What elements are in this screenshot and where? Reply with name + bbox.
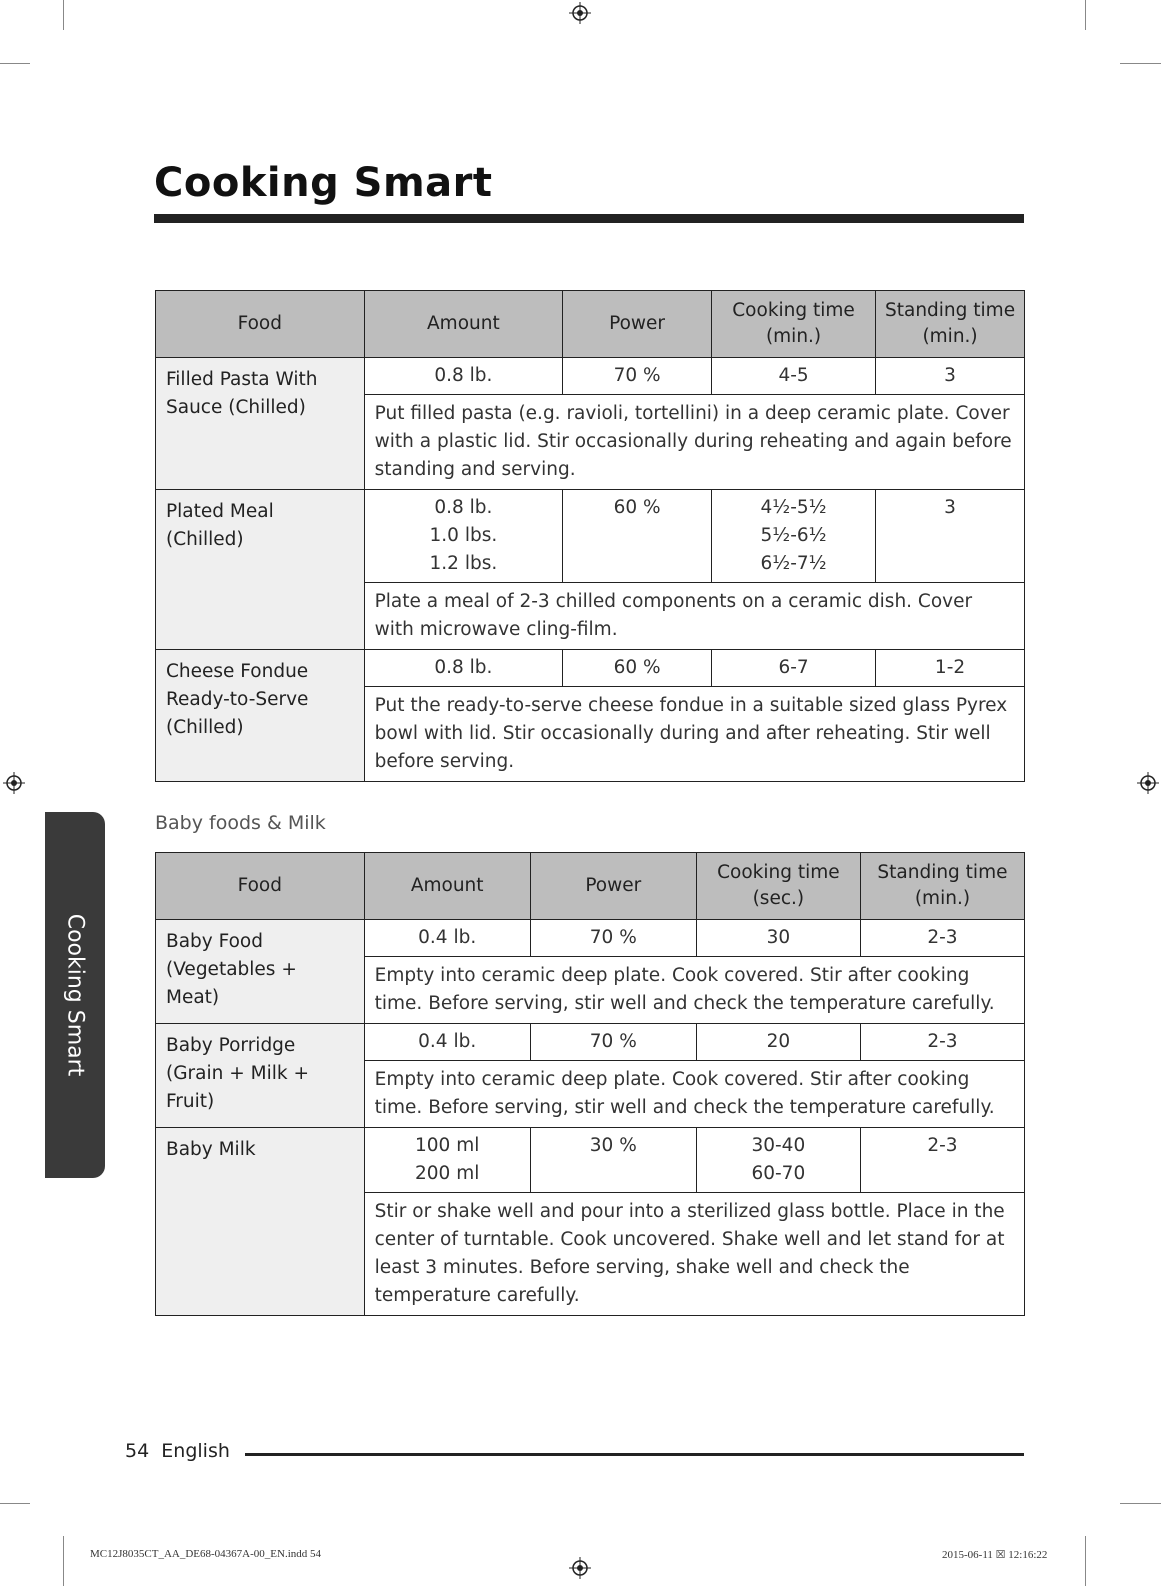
- amount-cell-text: 0.8 lb. 1.0 lbs. 1.2 lbs.: [429, 497, 498, 574]
- page-number: 54: [125, 1440, 150, 1462]
- side-tab: [45, 812, 105, 1178]
- cooking-time-cell: 20: [696, 1024, 860, 1061]
- power-cell: 60 %: [563, 650, 712, 687]
- standing-time-cell: 2-3: [860, 1128, 1024, 1193]
- header-amount: Amount: [364, 853, 530, 920]
- amount-cell: 0.8 lb.: [364, 650, 563, 687]
- food-name: Cheese Fondue Ready-to-Serve (Chilled): [156, 650, 365, 782]
- cooking-time-cell: 4-5: [712, 358, 876, 395]
- table-row: [156, 358, 1025, 395]
- crop-mark: [1120, 63, 1161, 64]
- footer-rule: [245, 1453, 1024, 1456]
- cooking-time-cell: [696, 1128, 860, 1193]
- header-power: Power: [563, 291, 712, 358]
- footer-language: English: [161, 1440, 230, 1462]
- page-title: Cooking Smart: [154, 160, 493, 206]
- crop-mark: [0, 63, 30, 64]
- table-row: [156, 650, 1025, 687]
- print-slug-file: MC12J8035CT_AA_DE68-04367A-00_EN.indd 54: [90, 1548, 321, 1560]
- registration-mark-icon: [1137, 772, 1159, 794]
- title-rule: [154, 214, 1024, 223]
- print-slug-date: 2015-06-11 ☒ 12:16:22: [942, 1549, 1048, 1561]
- registration-mark-icon: [569, 2, 591, 24]
- table-header-row: [156, 291, 1025, 358]
- instruction-cell: Plate a meal of 2-3 chilled components on a ceramic dish. Cover with microwave cling-film.: [364, 583, 1024, 650]
- instruction-cell: Put filled pasta (e.g. ravioli, tortellini) in a deep ceramic plate. Cover with a plastic lid. Stir occasionally during reheating and again before standing and serving.: [364, 395, 1024, 490]
- standing-time-cell: 1-2: [876, 650, 1025, 687]
- amount-cell: 0.8 lb.: [364, 358, 563, 395]
- amount-cell-text: 100 ml 200 ml: [415, 1135, 480, 1184]
- table-row: [156, 490, 1025, 583]
- header-cooking-time: Cooking time (min.): [712, 291, 876, 358]
- instruction-cell: Put the ready-to-serve cheese fondue in a suitable sized glass Pyrex bowl with lid. Stir occasionally during and after reheating. Stir well before serving.: [364, 687, 1024, 782]
- cooking-time-cell: 6-7: [712, 650, 876, 687]
- crop-mark: [63, 1536, 64, 1586]
- standing-time-cell: 3: [876, 358, 1025, 395]
- header-food: Food: [156, 291, 365, 358]
- instruction-cell: Empty into ceramic deep plate. Cook covered. Stir after cooking time. Before serving, stir well and check the temperature carefully.: [364, 1061, 1024, 1128]
- standing-time-cell: 2-3: [860, 920, 1024, 957]
- amount-cell: [364, 1128, 530, 1193]
- power-cell: 70 %: [530, 920, 696, 957]
- header-food: Food: [156, 853, 365, 920]
- table-header-row: [156, 853, 1025, 920]
- side-tab-label: Cooking Smart: [62, 913, 88, 1077]
- crop-mark: [0, 1503, 30, 1504]
- cooking-time-cell: 30: [696, 920, 860, 957]
- cooking-time-cell-text: 30-40 60-70: [751, 1135, 806, 1184]
- food-name: Baby Porridge (Grain + Milk + Fruit): [156, 1024, 365, 1128]
- food-name: Baby Milk: [156, 1128, 365, 1316]
- table-row: [156, 920, 1025, 957]
- header-power: Power: [530, 853, 696, 920]
- header-amount: Amount: [364, 291, 563, 358]
- instruction-cell: Empty into ceramic deep plate. Cook covered. Stir after cooking time. Before serving, stir well and check the temperature carefully.: [364, 957, 1024, 1024]
- cooking-table-baby-foods: [155, 852, 1025, 1316]
- cooking-table-chilled: [155, 290, 1025, 782]
- crop-mark: [1120, 1503, 1161, 1504]
- power-cell: 70 %: [530, 1024, 696, 1061]
- amount-cell: [364, 490, 563, 583]
- header-standing-time: Standing time (min.): [876, 291, 1025, 358]
- cooking-time-cell-text: 4½-5½ 5½-6½ 6½-7½: [760, 497, 827, 574]
- crop-mark: [1085, 0, 1086, 30]
- power-cell: 60 %: [563, 490, 712, 583]
- registration-mark-icon: [569, 1557, 591, 1579]
- table-row: [156, 1024, 1025, 1061]
- crop-mark: [63, 0, 64, 30]
- power-cell: 30 %: [530, 1128, 696, 1193]
- registration-mark-icon: [3, 772, 25, 794]
- instruction-cell: Stir or shake well and pour into a sterilized glass bottle. Place in the center of turntable. Cook uncovered. Shake well and let stand for at least 3 minutes. Before serving, shake well and check the temperature carefully.: [364, 1193, 1024, 1316]
- food-name: Plated Meal (Chilled): [156, 490, 365, 650]
- page-footer: [125, 1440, 230, 1462]
- standing-time-cell: 2-3: [860, 1024, 1024, 1061]
- cooking-time-cell: [712, 490, 876, 583]
- amount-cell: 0.4 lb.: [364, 920, 530, 957]
- food-name: Filled Pasta With Sauce (Chilled): [156, 358, 365, 490]
- header-standing-time: Standing time (min.): [860, 853, 1024, 920]
- amount-cell: 0.4 lb.: [364, 1024, 530, 1061]
- food-name: Baby Food (Vegetables + Meat): [156, 920, 365, 1024]
- standing-time-cell: 3: [876, 490, 1025, 583]
- header-cooking-time: Cooking time (sec.): [696, 853, 860, 920]
- power-cell: 70 %: [563, 358, 712, 395]
- table-row: [156, 1128, 1025, 1193]
- section-title: Baby foods & Milk: [155, 812, 326, 834]
- crop-mark: [1085, 1536, 1086, 1586]
